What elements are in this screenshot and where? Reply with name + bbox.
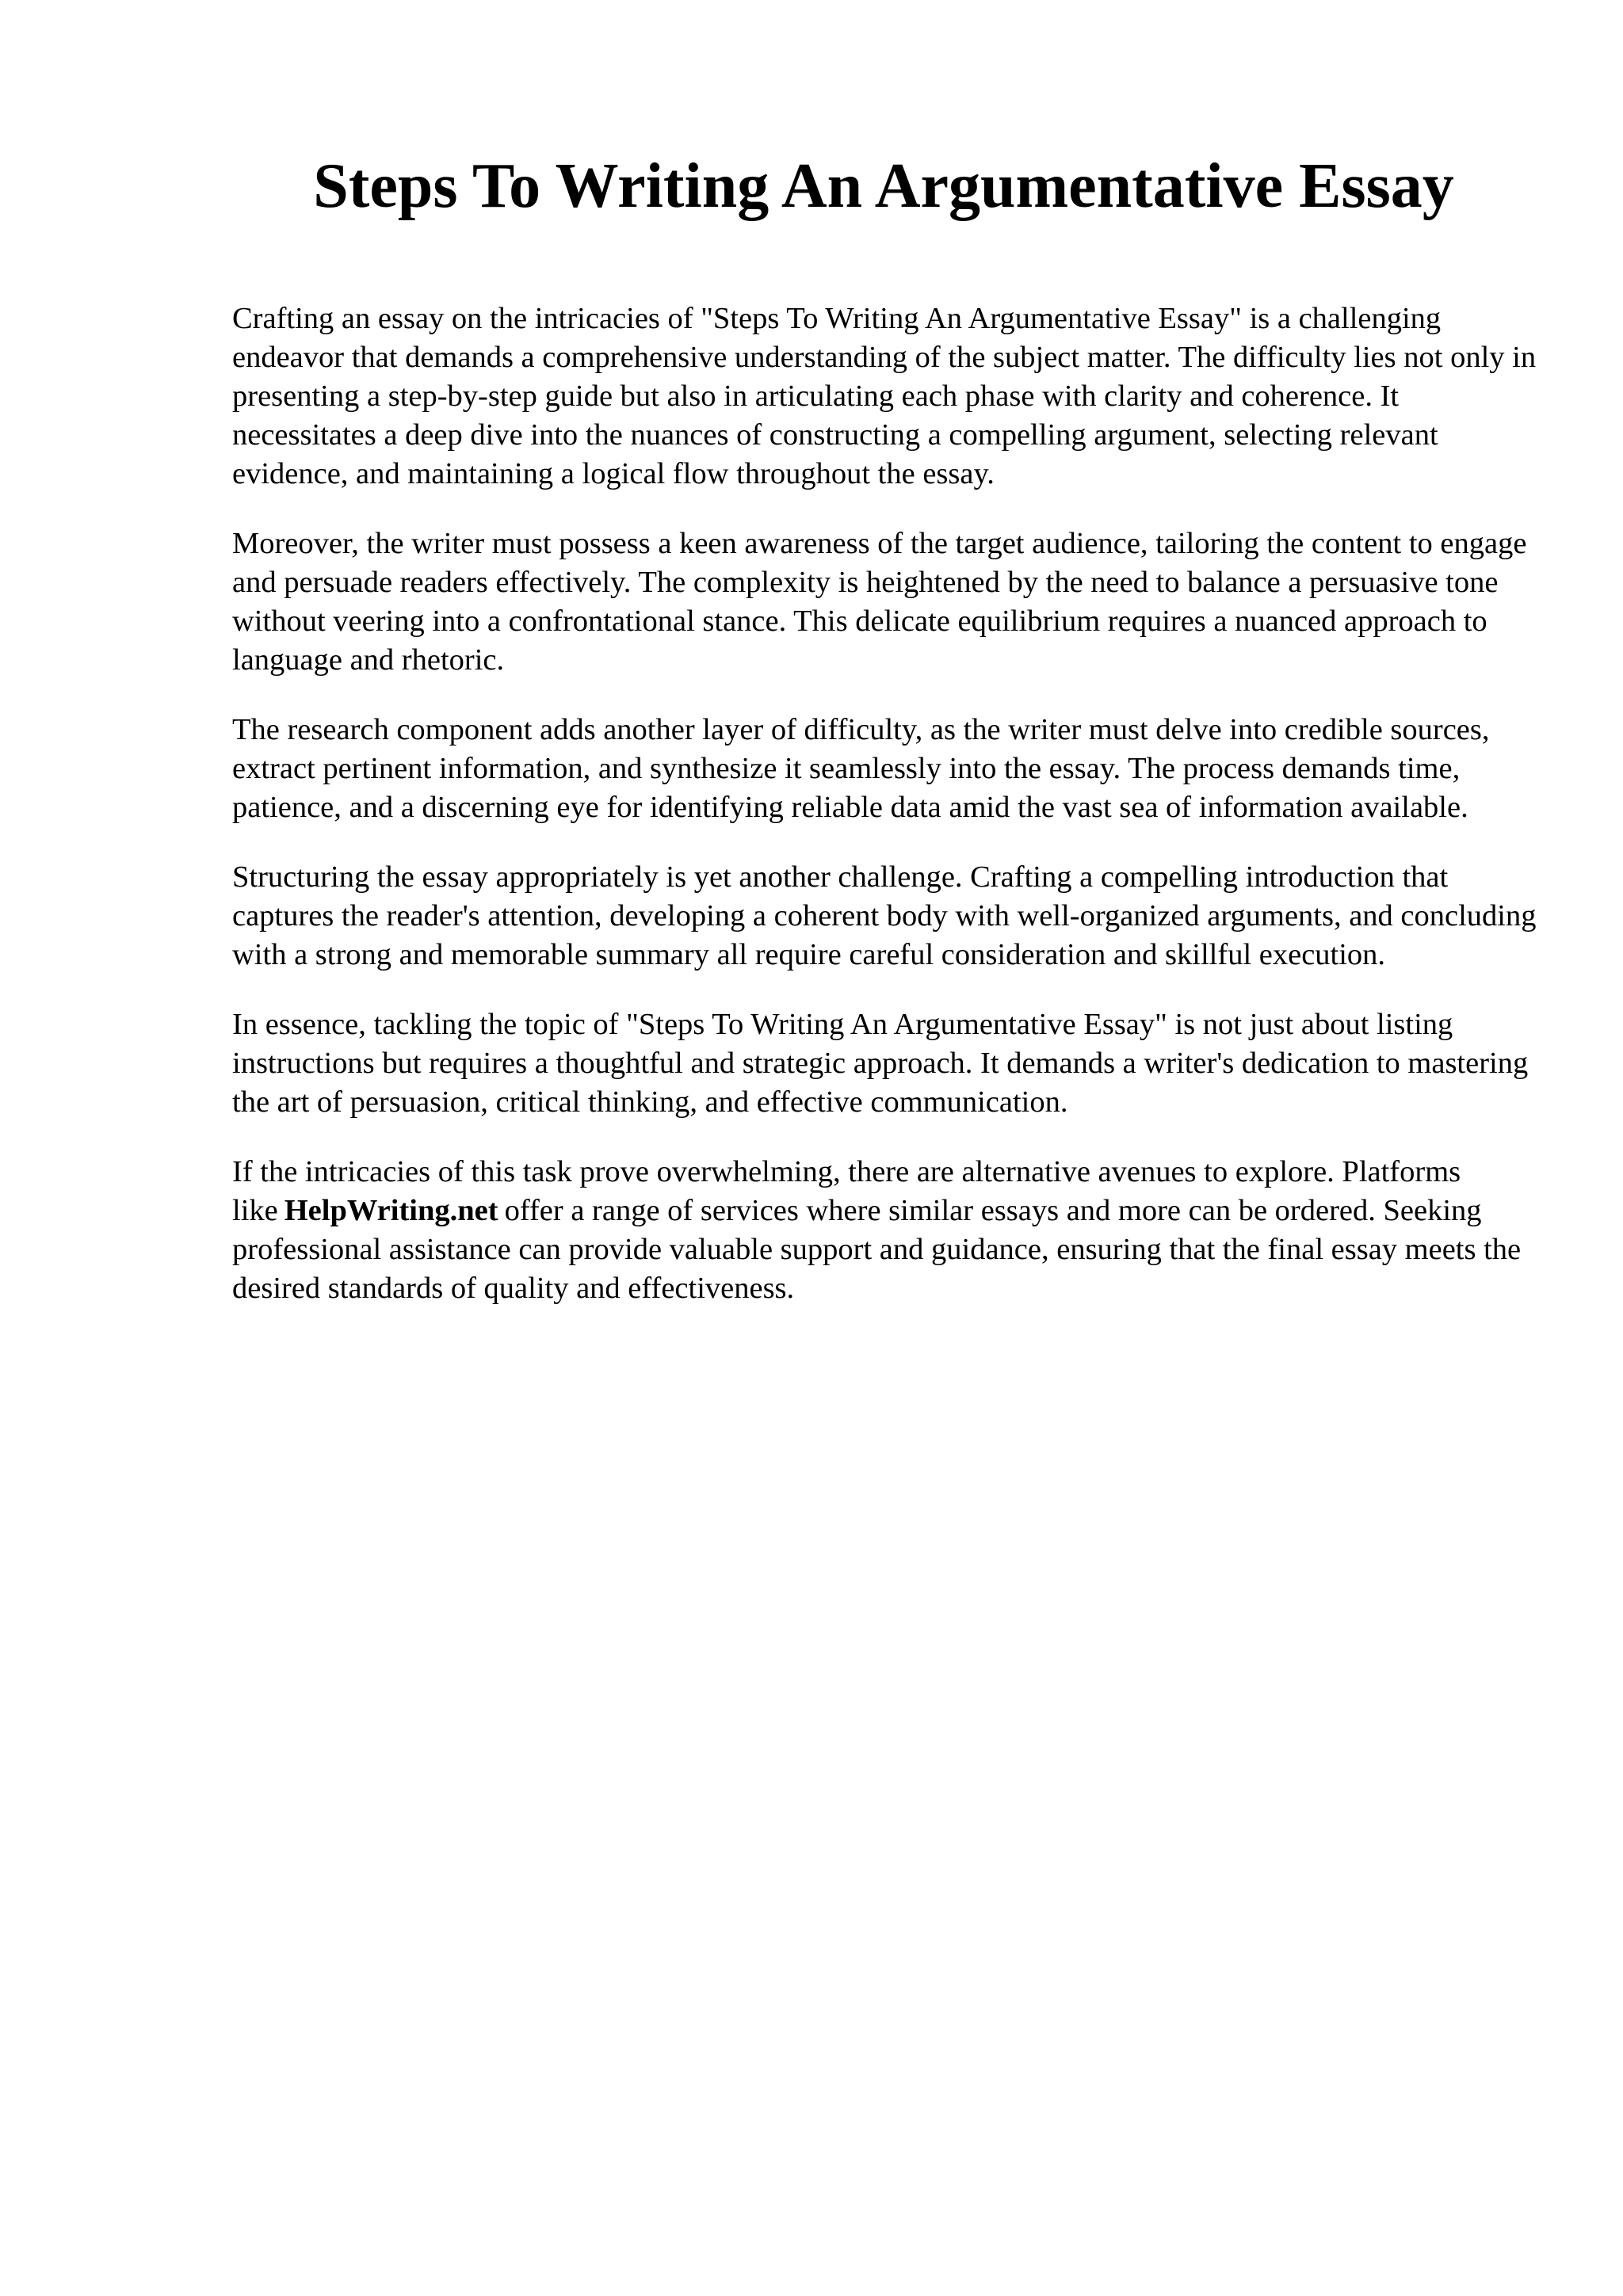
paragraph-5: In essence, tackling the topic of "Steps To Writing An Argumentative Essay" is not just about listing instructions but requires a thoughtful and strategic approach. It demands a writer's dedication to mastering the art of persuasion, critical thinking, and effective communication. [232, 1008, 1529, 1119]
paragraph-3: The research component adds another layer of difficulty, as the writer must delve into credible sources, extract pertinent information, and synthesize it seamlessly into the essay. The process demands time, patience, and a discerning eye for identifying reliable data amid the vast sea of information available. [232, 713, 1490, 824]
paragraph-6-lead-text: If the intricacies of this task prove overwhelming, there are alternative avenues to explore. Platforms like [232, 1155, 1461, 1227]
paragraph-4: Structuring the essay appropriately is yet another challenge. Crafting a compelling introduction that captures the reader's attention, developing a coherent body with well-organized arguments, and concluding with a strong and memorable summary all require careful consideration and skillful execution. [232, 860, 1537, 971]
helpwriting-link[interactable]: HelpWriting.net [284, 1194, 498, 1227]
paragraph-1: Crafting an essay on the intricacies of "Steps To Writing An Argumentative Essay" is a challenging endeavor that demands a comprehensive understanding of the subject matter. The difficulty lies not only in presenting a step-by-step guide but also in articulating each phase with clarity and coherence. It necessitates a deep dive into the nuances of constructing a compelling argument, selecting relevant evidence, and maintaining a logical flow throughout the essay. [232, 302, 1537, 490]
paragraph-6-tail-text: offer a range of services where similar essays and more can be ordered. Seeking professional assistance can provide valuable support and guidance, ensuring that the final essay meets the desired standards of quality and effectiveness. [232, 1194, 1522, 1305]
paragraph-2: Moreover, the writer must possess a keen awareness of the target audience, tailoring the content to engage and persuade readers effectively. The complexity is heightened by the need to balance a persuasive tone without veering into a confrontational stance. This delicate equilibrium requires a nuanced approach to language and rhetoric. [232, 527, 1527, 677]
essay-body [232, 299, 1540, 1339]
paragraph-6 [232, 1153, 1540, 1308]
page-title: Steps To Writing An Argumentative Essay [313, 151, 1454, 221]
